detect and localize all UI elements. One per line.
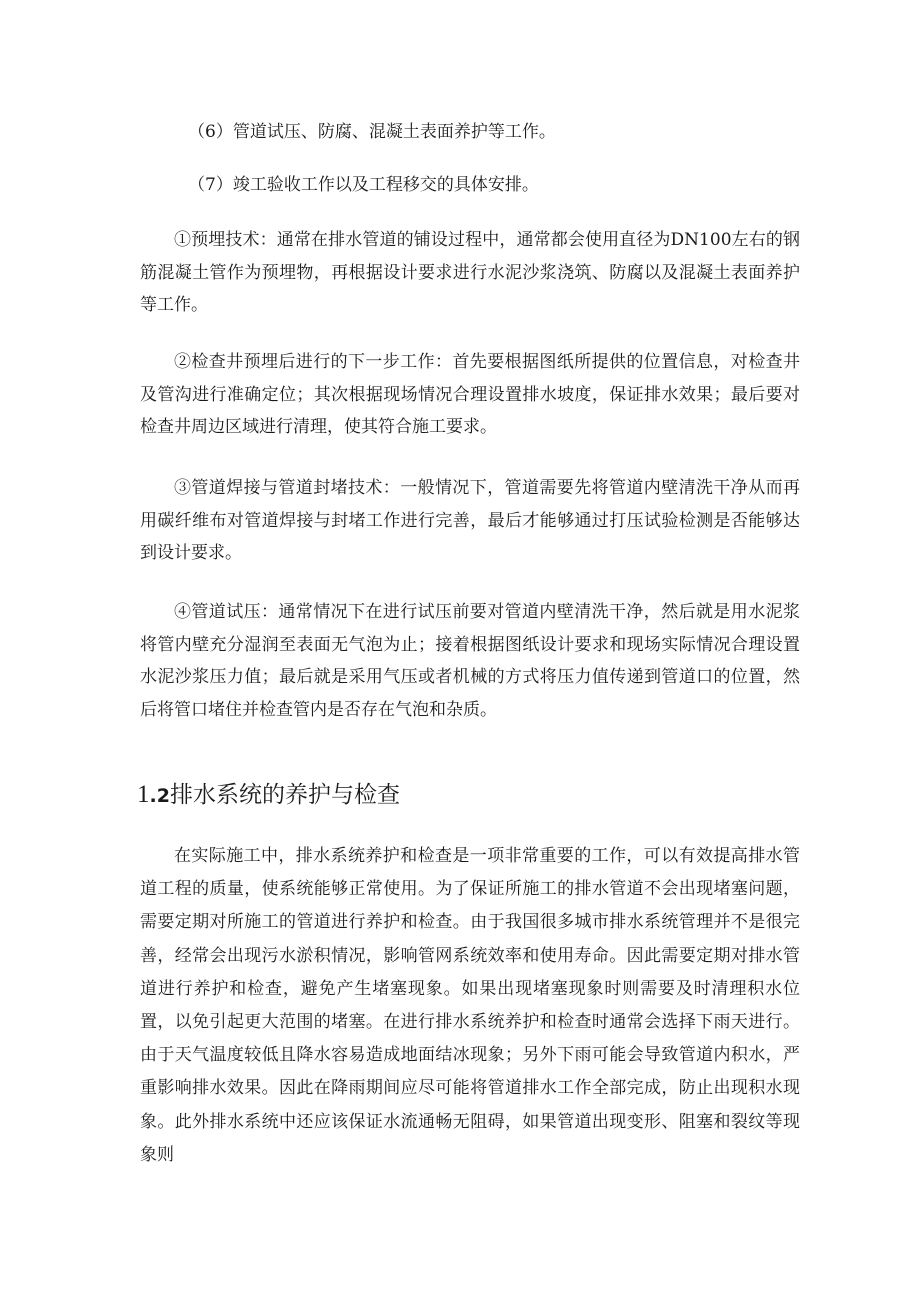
section-title: 排水系统的养护与检查 bbox=[169, 782, 400, 808]
section-number-main: 1 bbox=[137, 781, 150, 808]
paragraph-inspection-well: ②检查井预埋后进行的下一步工作：首先要根据图纸所提供的位置信息，对检查井及管沟进行准确定位；其次根据现场情况合理设置排水坡度，保证排水效果；最后要对检查井周边区域进行清理，使其符合施工要求。 bbox=[140, 352, 800, 437]
paragraph-maintenance-inspection: 在实际施工中，排水系统养护和检查是一项非常重要的工作，可以有效提高排水管道工程的质量，使系统能够正常使用。为了保证所施工的排水管道不会出现堵塞问题，需要定期对所施工的管道进行养护和检查。由于我国很多城市排水系统管理并不是很完善，经常会出现污水淤积情况，影响管网系统效率和使用寿命。因此需要定期对排水管道进行养护和检查，避免产生堵塞现象。如果出现堵塞现象时则需要及时清理积水位置，以免引起更大范围的堵塞。在进行排水系统养护和检查时通常会选择下雨天进行。由于天气温度较低且降水容易造成地面结冰现象；另外下雨可能会导致管道内积水，严重影响排水效果。因此在降雨期间应尽可能将管道排水工作全部完成，防止出现积水现象。此外排水系统中还应该保证水流通畅无阻碍，如果管道出现变形、阻塞和裂纹等现象则 bbox=[140, 846, 800, 1165]
section-number-sub: .2 bbox=[149, 785, 170, 807]
list-item-6: （6）管道试压、防腐、混凝土表面养护等工作。 bbox=[188, 122, 556, 142]
paragraph-pressure-test: ④管道试压：通常情况下在进行试压前要对管道内壁清洗干净，然后就是用水泥浆将管内壁充分湿润至表面无气泡为止；接着根据图纸设计要求和现场实际情况合理设置水泥沙浆压力值；最后就是采用气压或者机械的方式将压力值传递到管道口的位置，然后将管口堵住并检查管内是否存在气泡和杂质。 bbox=[140, 602, 800, 720]
list-item-7: （7）竣工验收工作以及工程移交的具体安排。 bbox=[188, 175, 539, 195]
paragraph-embedding-technique: ①预埋技术：通常在排水管道的铺设过程中，通常都会使用直径为DN100左右的钢筋混凝土管作为预埋物，再根据设计要求进行水泥沙浆浇筑、防腐以及混凝土表面养护等工作。 bbox=[140, 230, 800, 315]
section-heading bbox=[137, 780, 400, 811]
paragraph-welding-sealing: ③管道焊接与管道封堵技术：一般情况下，管道需要先将管道内壁清洗干净从而再用碳纤维布对管道焊接与封堵工作进行完善，最后才能够通过打压试验检测是否能够达到设计要求。 bbox=[140, 478, 800, 563]
